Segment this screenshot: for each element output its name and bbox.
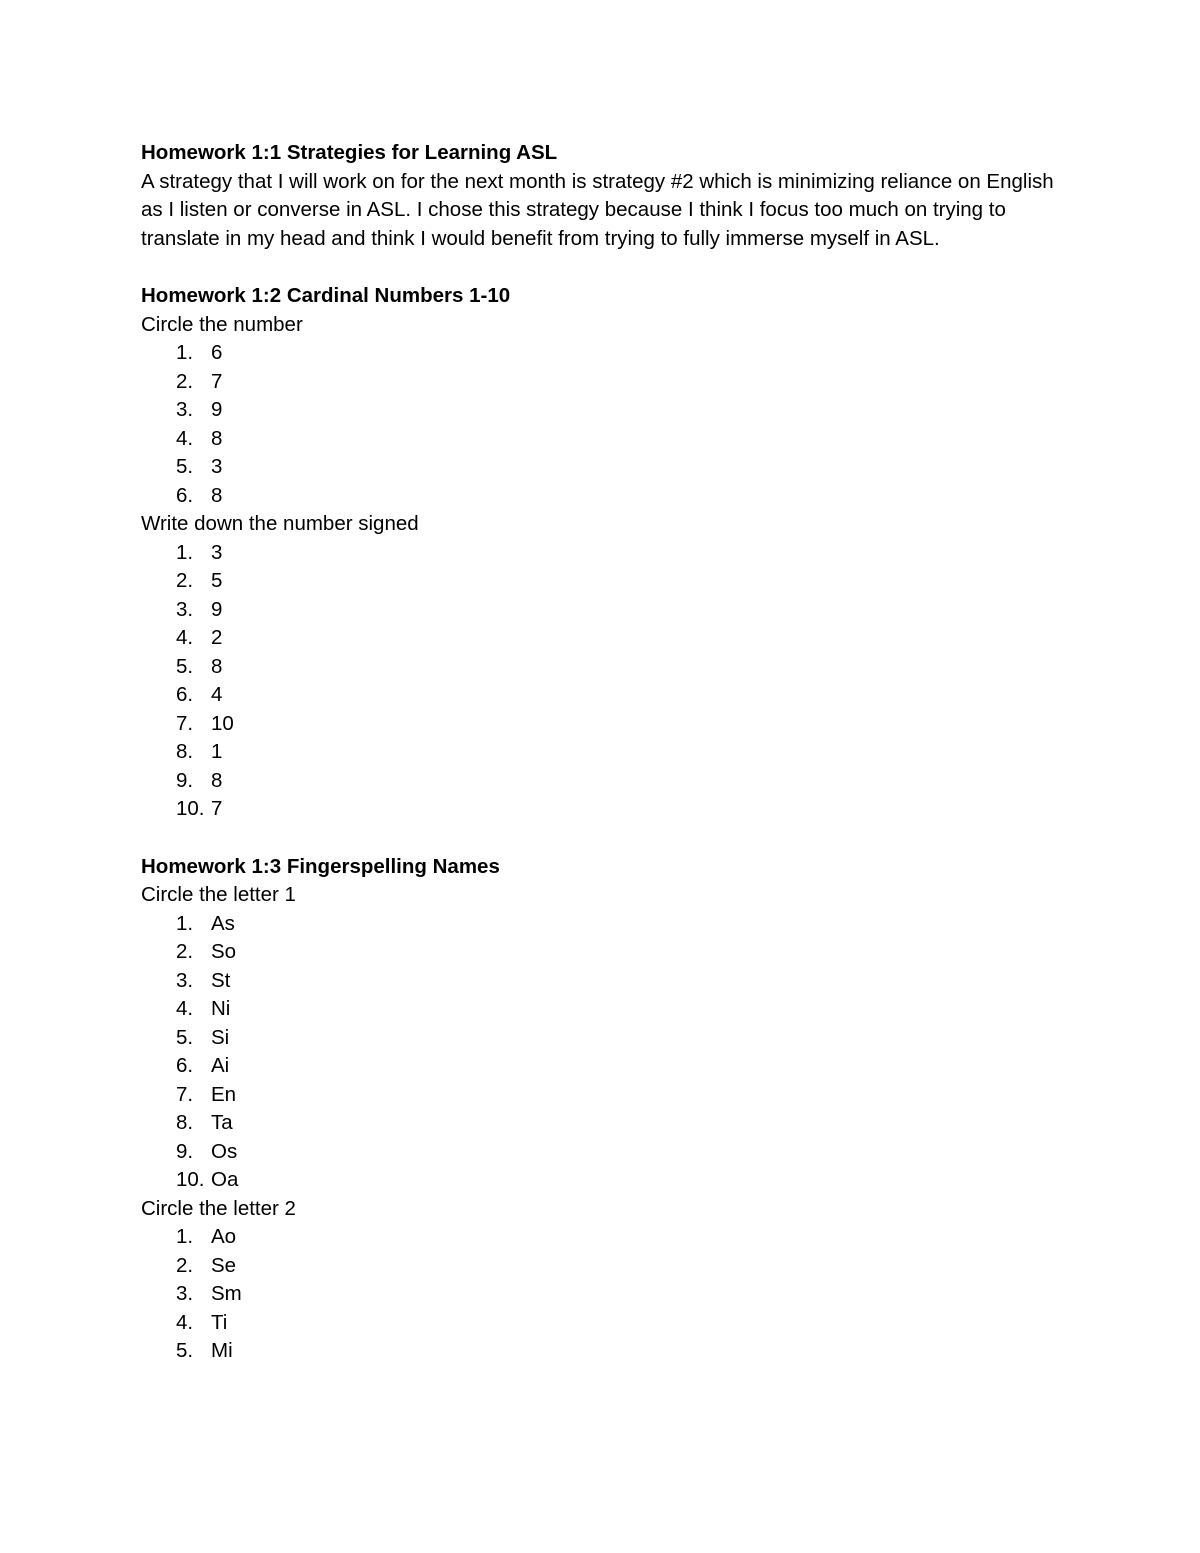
list-item-answer: 8 <box>211 654 223 678</box>
list-item-answer: 6 <box>211 341 223 364</box>
list-item-answer: 10 <box>211 711 234 735</box>
list-item-number: 8. <box>176 1111 194 1134</box>
list-item <box>141 482 1061 511</box>
list-item-answer: Ti <box>211 1310 228 1334</box>
list-item <box>141 1024 1061 1053</box>
list-item-answer: 8 <box>211 426 223 450</box>
list-item-number: 5. <box>176 654 194 678</box>
list-item-answer: 9 <box>211 597 223 621</box>
list-item-answer: St <box>211 968 231 992</box>
document-page <box>141 139 1061 1366</box>
section-title-strategies: Homework 1:1 Strategies for Learning ASL <box>141 141 558 164</box>
list-item-number: 3. <box>176 1282 194 1305</box>
list-item-number: 4. <box>176 1310 194 1334</box>
list-item <box>141 681 1061 710</box>
list-item-answer: Mi <box>211 1339 233 1362</box>
list-item-answer: 3 <box>211 540 223 564</box>
list-item-answer: As <box>211 911 235 935</box>
list-item-answer: Ni <box>211 997 231 1020</box>
list-item-answer: Os <box>211 1139 238 1163</box>
list-item <box>141 1166 1061 1195</box>
list-item-number: 10. <box>176 797 205 820</box>
strategy-paragraph: A strategy that I will work on for the next month is strategy #2 which is minimizing reliance on English as I listen or converse in ASL. I chose this strategy because I think I focus too much on trying to translate in my head and think I would benefit from trying to fully immerse myself in ASL. <box>141 169 1054 250</box>
list-item-number: 3. <box>176 597 194 621</box>
list-item-answer: So <box>211 940 237 963</box>
circle-number-list <box>141 339 1061 510</box>
section-cardinal-numbers <box>141 282 1061 824</box>
circle-letter-2-label: Circle the letter 2 <box>141 1196 296 1220</box>
list-item-number: 9. <box>176 1139 194 1163</box>
circle-letter-1-list <box>141 910 1061 1195</box>
list-item-number: 1. <box>176 1225 194 1248</box>
list-item <box>141 1223 1061 1252</box>
list-item-answer: Se <box>211 1253 237 1277</box>
section-fingerspelling <box>141 853 1061 1366</box>
list-item-number: 1. <box>176 911 194 935</box>
list-item-answer: 5 <box>211 569 223 592</box>
list-item-answer: 7 <box>211 369 223 393</box>
list-item <box>141 1252 1061 1281</box>
list-item-number: 3. <box>176 968 194 992</box>
list-item <box>141 539 1061 568</box>
list-item <box>141 1280 1061 1309</box>
list-item <box>141 653 1061 682</box>
list-item <box>141 938 1061 967</box>
list-item-number: 6. <box>176 683 194 706</box>
list-item <box>141 1081 1061 1110</box>
list-item-number: 1. <box>176 540 194 564</box>
write-number-list <box>141 539 1061 824</box>
list-item <box>141 624 1061 653</box>
section-strategies <box>141 139 1061 253</box>
list-item-number: 2. <box>176 569 194 592</box>
list-item-number: 6. <box>176 1054 194 1077</box>
list-item-answer: 7 <box>211 797 223 820</box>
list-item-answer: 3 <box>211 455 223 478</box>
list-item <box>141 453 1061 482</box>
list-item <box>141 795 1061 824</box>
write-number-label: Write down the number signed <box>141 512 419 535</box>
list-item-answer: Ta <box>211 1111 233 1134</box>
list-item <box>141 339 1061 368</box>
list-item <box>141 1309 1061 1338</box>
list-item <box>141 1109 1061 1138</box>
list-item-number: 8. <box>176 740 194 763</box>
list-item-answer: Oa <box>211 1168 239 1191</box>
list-item-number: 2. <box>176 940 194 963</box>
list-item-number: 7. <box>176 711 194 735</box>
list-item-answer: 9 <box>211 398 223 421</box>
list-item-answer: 4 <box>211 683 223 706</box>
list-item-number: 5. <box>176 1025 194 1049</box>
list-item <box>141 1138 1061 1167</box>
list-item-number: 2. <box>176 369 194 393</box>
list-item-number: 1. <box>176 341 194 364</box>
list-item-answer: 1 <box>211 740 223 763</box>
list-item-answer: Ai <box>211 1054 230 1077</box>
list-item-number: 3. <box>176 398 194 421</box>
list-item-number: 4. <box>176 997 194 1020</box>
list-item-number: 6. <box>176 483 194 507</box>
list-item <box>141 967 1061 996</box>
list-item <box>141 596 1061 625</box>
list-item-answer: 8 <box>211 483 223 507</box>
list-item <box>141 425 1061 454</box>
list-item-number: 10. <box>176 1168 205 1191</box>
list-item-answer: Ao <box>211 1225 237 1248</box>
section-title-fingerspelling: Homework 1:3 Fingerspelling Names <box>141 854 500 878</box>
section-title-cardinal-numbers: Homework 1:2 Cardinal Numbers 1-10 <box>141 284 511 307</box>
list-item <box>141 710 1061 739</box>
list-item-answer: 8 <box>211 768 223 792</box>
list-item <box>141 396 1061 425</box>
list-item-answer: Sm <box>211 1282 242 1305</box>
list-item <box>141 995 1061 1024</box>
list-item-number: 4. <box>176 626 194 649</box>
list-item <box>141 910 1061 939</box>
circle-letter-2-list <box>141 1223 1061 1366</box>
list-item-number: 5. <box>176 455 194 478</box>
list-item-answer: 2 <box>211 626 223 649</box>
list-item <box>141 738 1061 767</box>
list-item <box>141 567 1061 596</box>
circle-letter-1-label: Circle the letter 1 <box>141 883 296 906</box>
list-item-number: 7. <box>176 1082 194 1106</box>
list-item <box>141 368 1061 397</box>
list-item <box>141 767 1061 796</box>
list-item-number: 4. <box>176 426 194 450</box>
list-item <box>141 1337 1061 1366</box>
list-item-answer: En <box>211 1082 237 1106</box>
circle-number-label: Circle the number <box>141 312 303 336</box>
list-item-number: 9. <box>176 768 194 792</box>
list-item-answer: Si <box>211 1025 230 1049</box>
section-gap <box>141 824 1061 853</box>
list-item-number: 5. <box>176 1339 194 1362</box>
section-gap <box>141 253 1061 282</box>
list-item-number: 2. <box>176 1253 194 1277</box>
list-item <box>141 1052 1061 1081</box>
